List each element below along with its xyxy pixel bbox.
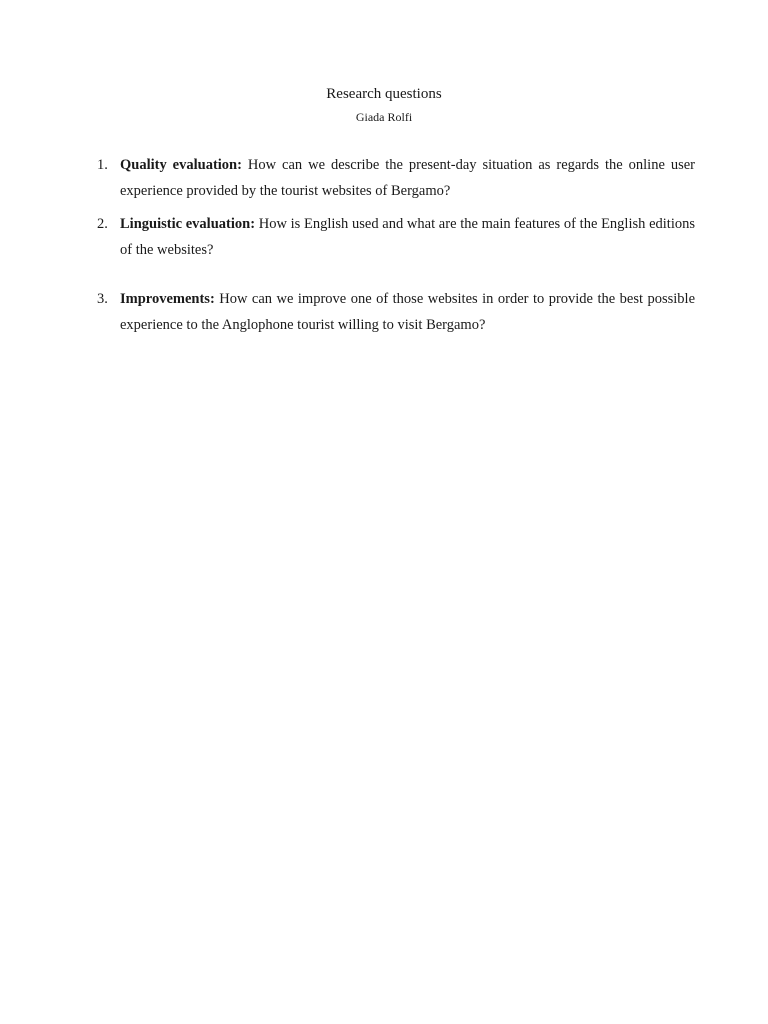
question-lead: Linguistic evaluation: bbox=[120, 216, 256, 232]
document-author: Giada Rolfi bbox=[355, 110, 413, 124]
document-title: Research questions bbox=[326, 86, 442, 102]
question-body bbox=[120, 152, 695, 204]
question-item bbox=[97, 211, 695, 263]
question-lead: Quality evaluation: bbox=[120, 157, 242, 173]
question-text: How is English used and what are the main features of the English editions of the websites? bbox=[120, 216, 696, 258]
question-number: 1. bbox=[97, 157, 108, 173]
question-number: 3. bbox=[97, 291, 108, 307]
question-body bbox=[120, 211, 695, 263]
question-body bbox=[120, 286, 695, 338]
question-item bbox=[97, 152, 695, 204]
question-item bbox=[97, 286, 695, 338]
question-number: 2. bbox=[97, 216, 108, 232]
question-text: How can we improve one of those websites in order to provide the best possible experience to the Anglophone tourist willing to visit Bergamo? bbox=[120, 291, 696, 333]
question-text: How can we describe the present-day situation as regards the online user experience provided by the tourist websites of Bergamo? bbox=[120, 157, 695, 199]
question-lead: Improvements: bbox=[120, 291, 215, 307]
